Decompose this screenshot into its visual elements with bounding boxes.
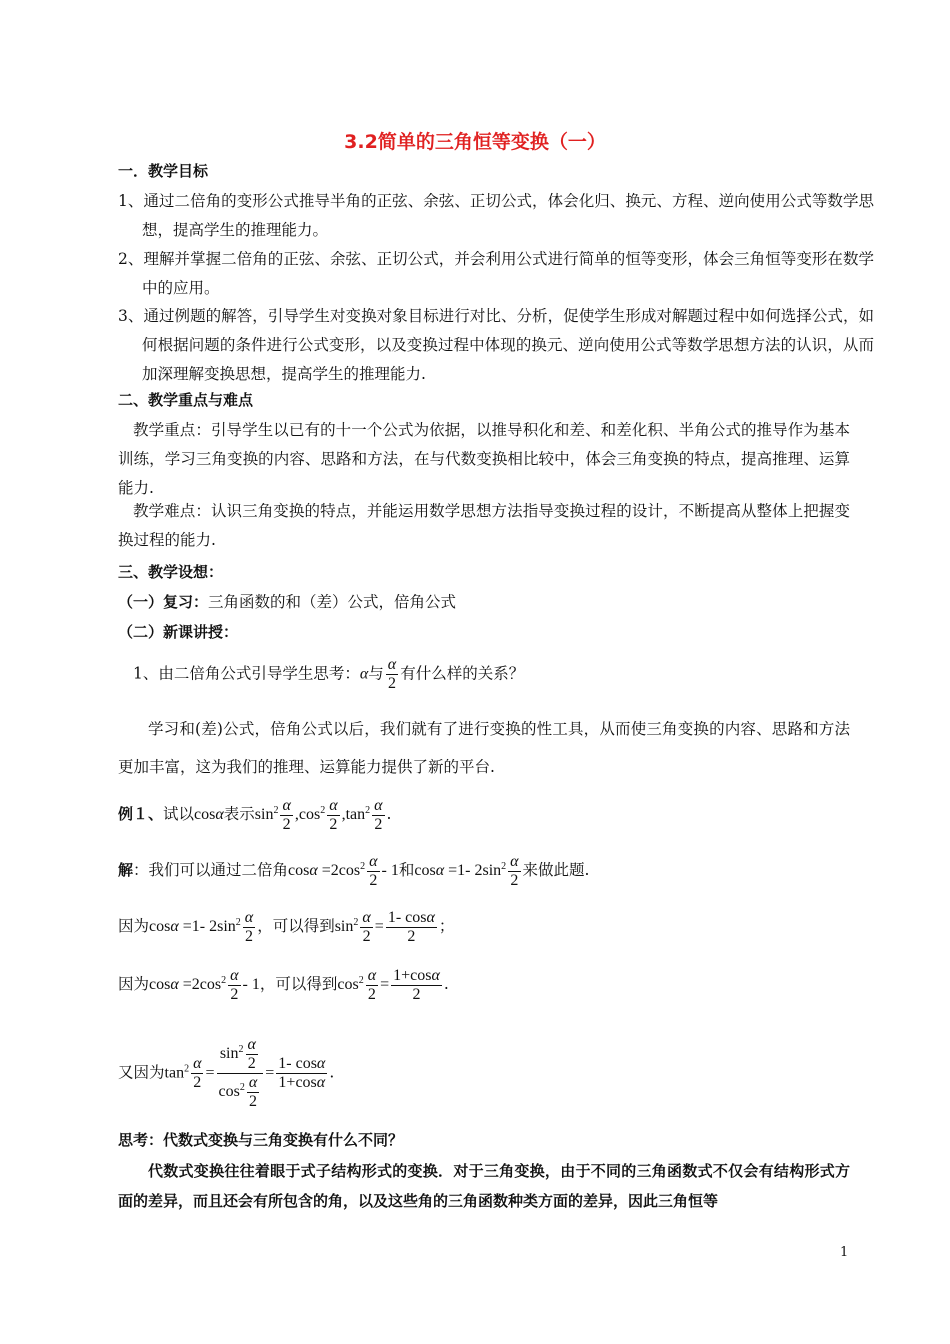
goal-item-1: 1、通过二倍角的变形公式推导半角的正弦、余弦、正切公式，体会化归、换元、方程、逆向使用公式等数学思想，提高学生的推理能力。 [118, 192, 874, 239]
think-heading: 思考：代数式变换与三角变换有什么不同？ [118, 1131, 404, 1149]
review-label: （一）复习： [118, 593, 209, 611]
step-3: 又因为$\tan^2$ $\frac{\alpha}{2}$ = $\sin^2$ $\frac{\alpha}{2}$ $\cos^2$ $\frac{\alpha}{2}$ = $\frac{1- \cos\alpha}{1+\cos\alpha}$ . [118, 1036, 335, 1110]
new-lesson-label: （二）新课讲授： [118, 623, 239, 641]
section-heading-key-points: 二、教学重点与难点 [118, 391, 254, 409]
difficulty-text: 教学难点：认识三角变换的特点，并能运用数学思想方法指导变换过程的设计，不断提高从整体上把握变换过程的能力. [118, 502, 850, 549]
solution-line: 解：我们可以通过二倍角$\cos\alpha =2\cos^2$ $\frac{\alpha}{2}$ - 1和cosα =1- $2\sin^2$ $\frac{\alpha}{2}$ 来做此题. [118, 852, 590, 889]
alpha-over-two: $\frac{\alpha}{2}$ [387, 656, 397, 692]
section-heading-goals: 一．教学目标 [118, 162, 209, 180]
review-text: 三角函数的和（差）公式，倍角公式 [208, 593, 457, 611]
step-2: 因为$\cos\alpha =2\cos^2$ $\frac{\alpha}{2}$ - 1，可以得到$\cos^2$ $\frac{\alpha}{2}$ = $\frac{1+\cos\alpha}{2}$ . [118, 966, 449, 1003]
section-heading-design: 三、教学设想： [118, 563, 224, 581]
compound-fraction: $\sin^2$ $\frac{\alpha}{2}$ $\cos^2$ $\frac{\alpha}{2}$ [217, 1036, 264, 1111]
page-number: 1 [840, 1245, 849, 1260]
page-title: 3.2简单的三角恒等变换（一） [344, 131, 606, 153]
key-points-text: 教学重点：引导学生以已有的十一个公式为依据，以推导积化和差、和差化积、半角公式的推导作为基本训练，学习三角变换的内容、思路和方法，在与代数变换相比较中，体会三角变换的特点，提高推理、运算能力. [118, 421, 850, 497]
think-text: 代数式变换往往着眼于式子结构形式的变换．对于三角变换，由于不同的三角函数式不仅会有结构形式方面的差异，而且还会有所包含的角，以及这些角的三角函数种类方面的差异，因此三角恒等 [118, 1162, 850, 1210]
review-line [118, 588, 850, 617]
goal-item-2: 2、理解并掌握二倍角的正弦、余弦、正切公式，并会利用公式进行简单的恒等变形，体会三角恒等变形在数学中的应用。 [118, 250, 874, 297]
step-1: 因为cosα =1- $2\sin^2$ $\frac{\alpha}{2}$ ，可以得到$\sin^2$ $\frac{\alpha}{2}$ = $\frac{1- \cos\alpha}{2}$ ； [118, 908, 455, 945]
question-1: 1、由二倍角公式引导学生思考：α与 $\frac{\alpha}{2}$ 有什么样的关系？ [133, 656, 525, 692]
intro-paragraph: 学习和(差)公式，倍角公式以后，我们就有了进行变换的性工具，从而使三角变换的内容、思路和方法更加丰富，这为我们的推理、运算能力提供了新的平台. [118, 720, 850, 776]
goal-item-3: 3、通过例题的解答，引导学生对变换对象目标进行对比、分析，促使学生形成对解题过程中如何选择公式，如何根据问题的条件进行公式变形，以及变换过程中体现的换元、逆向使用公式等数学思想方法的认识，从而加深理解变换思想，提高学生的推理能力. [118, 307, 874, 383]
example-1: 例１、试以cosα表示$\sin^2$ $\frac{\alpha}{2}$ $,\cos^2$ $\frac{\alpha}{2}$ $,\tan^2$ $\frac{\alpha}{2}$ . [118, 796, 392, 833]
